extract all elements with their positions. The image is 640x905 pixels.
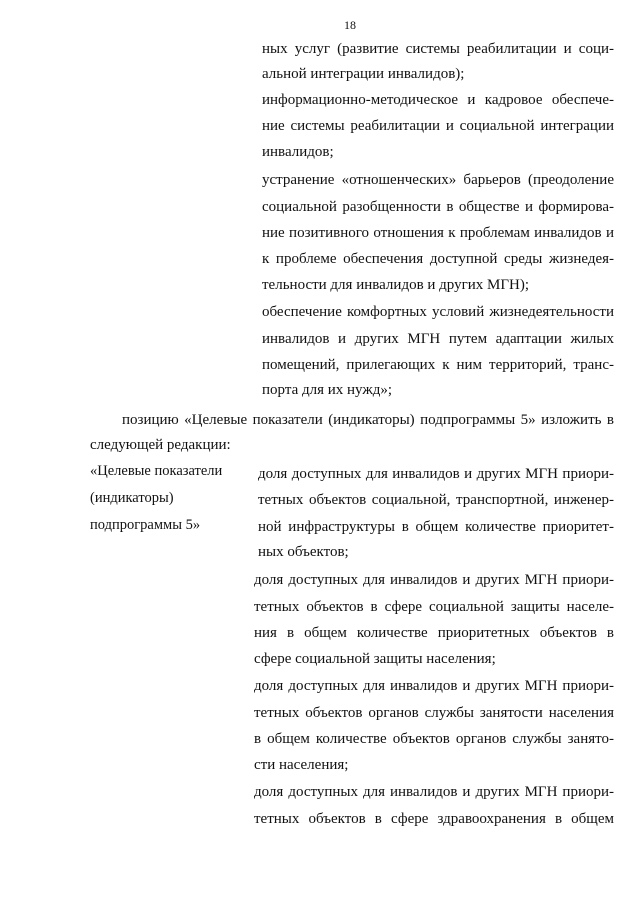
text-line: ние системы реабилитации и социальной интеграции bbox=[262, 118, 614, 134]
table-right-line: доля доступных для инвалидов и других МГН приори- bbox=[254, 784, 614, 800]
text-line: социальной разобщенности в обществе и формирова- bbox=[262, 199, 614, 215]
text-line: инвалидов; bbox=[262, 144, 334, 160]
table-right-line: ных объектов; bbox=[258, 544, 349, 560]
text-line: инвалидов и других МГН путем адаптации жилых bbox=[262, 331, 614, 347]
text-line: устранение «отношенческих» барьеров (преодоление bbox=[262, 172, 614, 188]
table-right-line: доля доступных для инвалидов и других МГН приори- bbox=[254, 678, 614, 694]
table-left-line: «Целевые показатели bbox=[90, 463, 223, 479]
paragraph-line: позицию «Целевые показатели (индикаторы) подпрограммы 5» изложить в bbox=[122, 412, 614, 428]
page-number: 18 bbox=[344, 18, 356, 32]
table-right-line: тетных объектов в сфере социальной защиты населе- bbox=[254, 599, 614, 615]
text-line: ние позитивного отношения к проблемам инвалидов и bbox=[262, 225, 614, 241]
text-line: тельности для инвалидов и других МГН); bbox=[262, 277, 530, 293]
text-line: к проблеме обеспечения доступной среды жизнедея- bbox=[262, 251, 614, 267]
paragraph-line: следующей редакции: bbox=[90, 437, 231, 453]
table-left-line: подпрограммы 5» bbox=[90, 517, 201, 533]
table-left-line: (индикаторы) bbox=[90, 490, 174, 506]
table-right-line: тетных объектов в сфере здравоохранения в общем bbox=[254, 811, 614, 827]
table-right-line: тетных объектов социальной, транспортной, инженер- bbox=[258, 492, 614, 508]
table-right-line: ния в общем количестве приоритетных объектов в bbox=[254, 625, 614, 641]
text-line: информационно-методическое и кадровое обеспече- bbox=[262, 92, 614, 108]
table-right-line: тетных объектов органов службы занятости населения bbox=[254, 705, 614, 721]
text-line: ных услуг (развитие системы реабилитации и соци- bbox=[262, 41, 614, 57]
text-line: помещений, прилегающих к ним территорий, транс- bbox=[262, 357, 614, 373]
table-right-line: сти населения; bbox=[254, 757, 349, 773]
table-right-line: сфере социальной защиты населения; bbox=[254, 651, 496, 667]
table-right-line: доля доступных для инвалидов и других МГН приори- bbox=[258, 466, 614, 482]
table-right-line: в общем количестве объектов органов службы занято- bbox=[254, 731, 614, 747]
table-right-line: ной инфраструктуры в общем количестве приоритет- bbox=[258, 519, 614, 535]
text-line: альной интеграции инвалидов); bbox=[262, 66, 465, 82]
table-right-line: доля доступных для инвалидов и других МГН приори- bbox=[254, 572, 614, 588]
text-line: обеспечение комфортных условий жизнедеятельности bbox=[262, 304, 614, 320]
text-line: порта для их нужд»; bbox=[262, 382, 393, 398]
